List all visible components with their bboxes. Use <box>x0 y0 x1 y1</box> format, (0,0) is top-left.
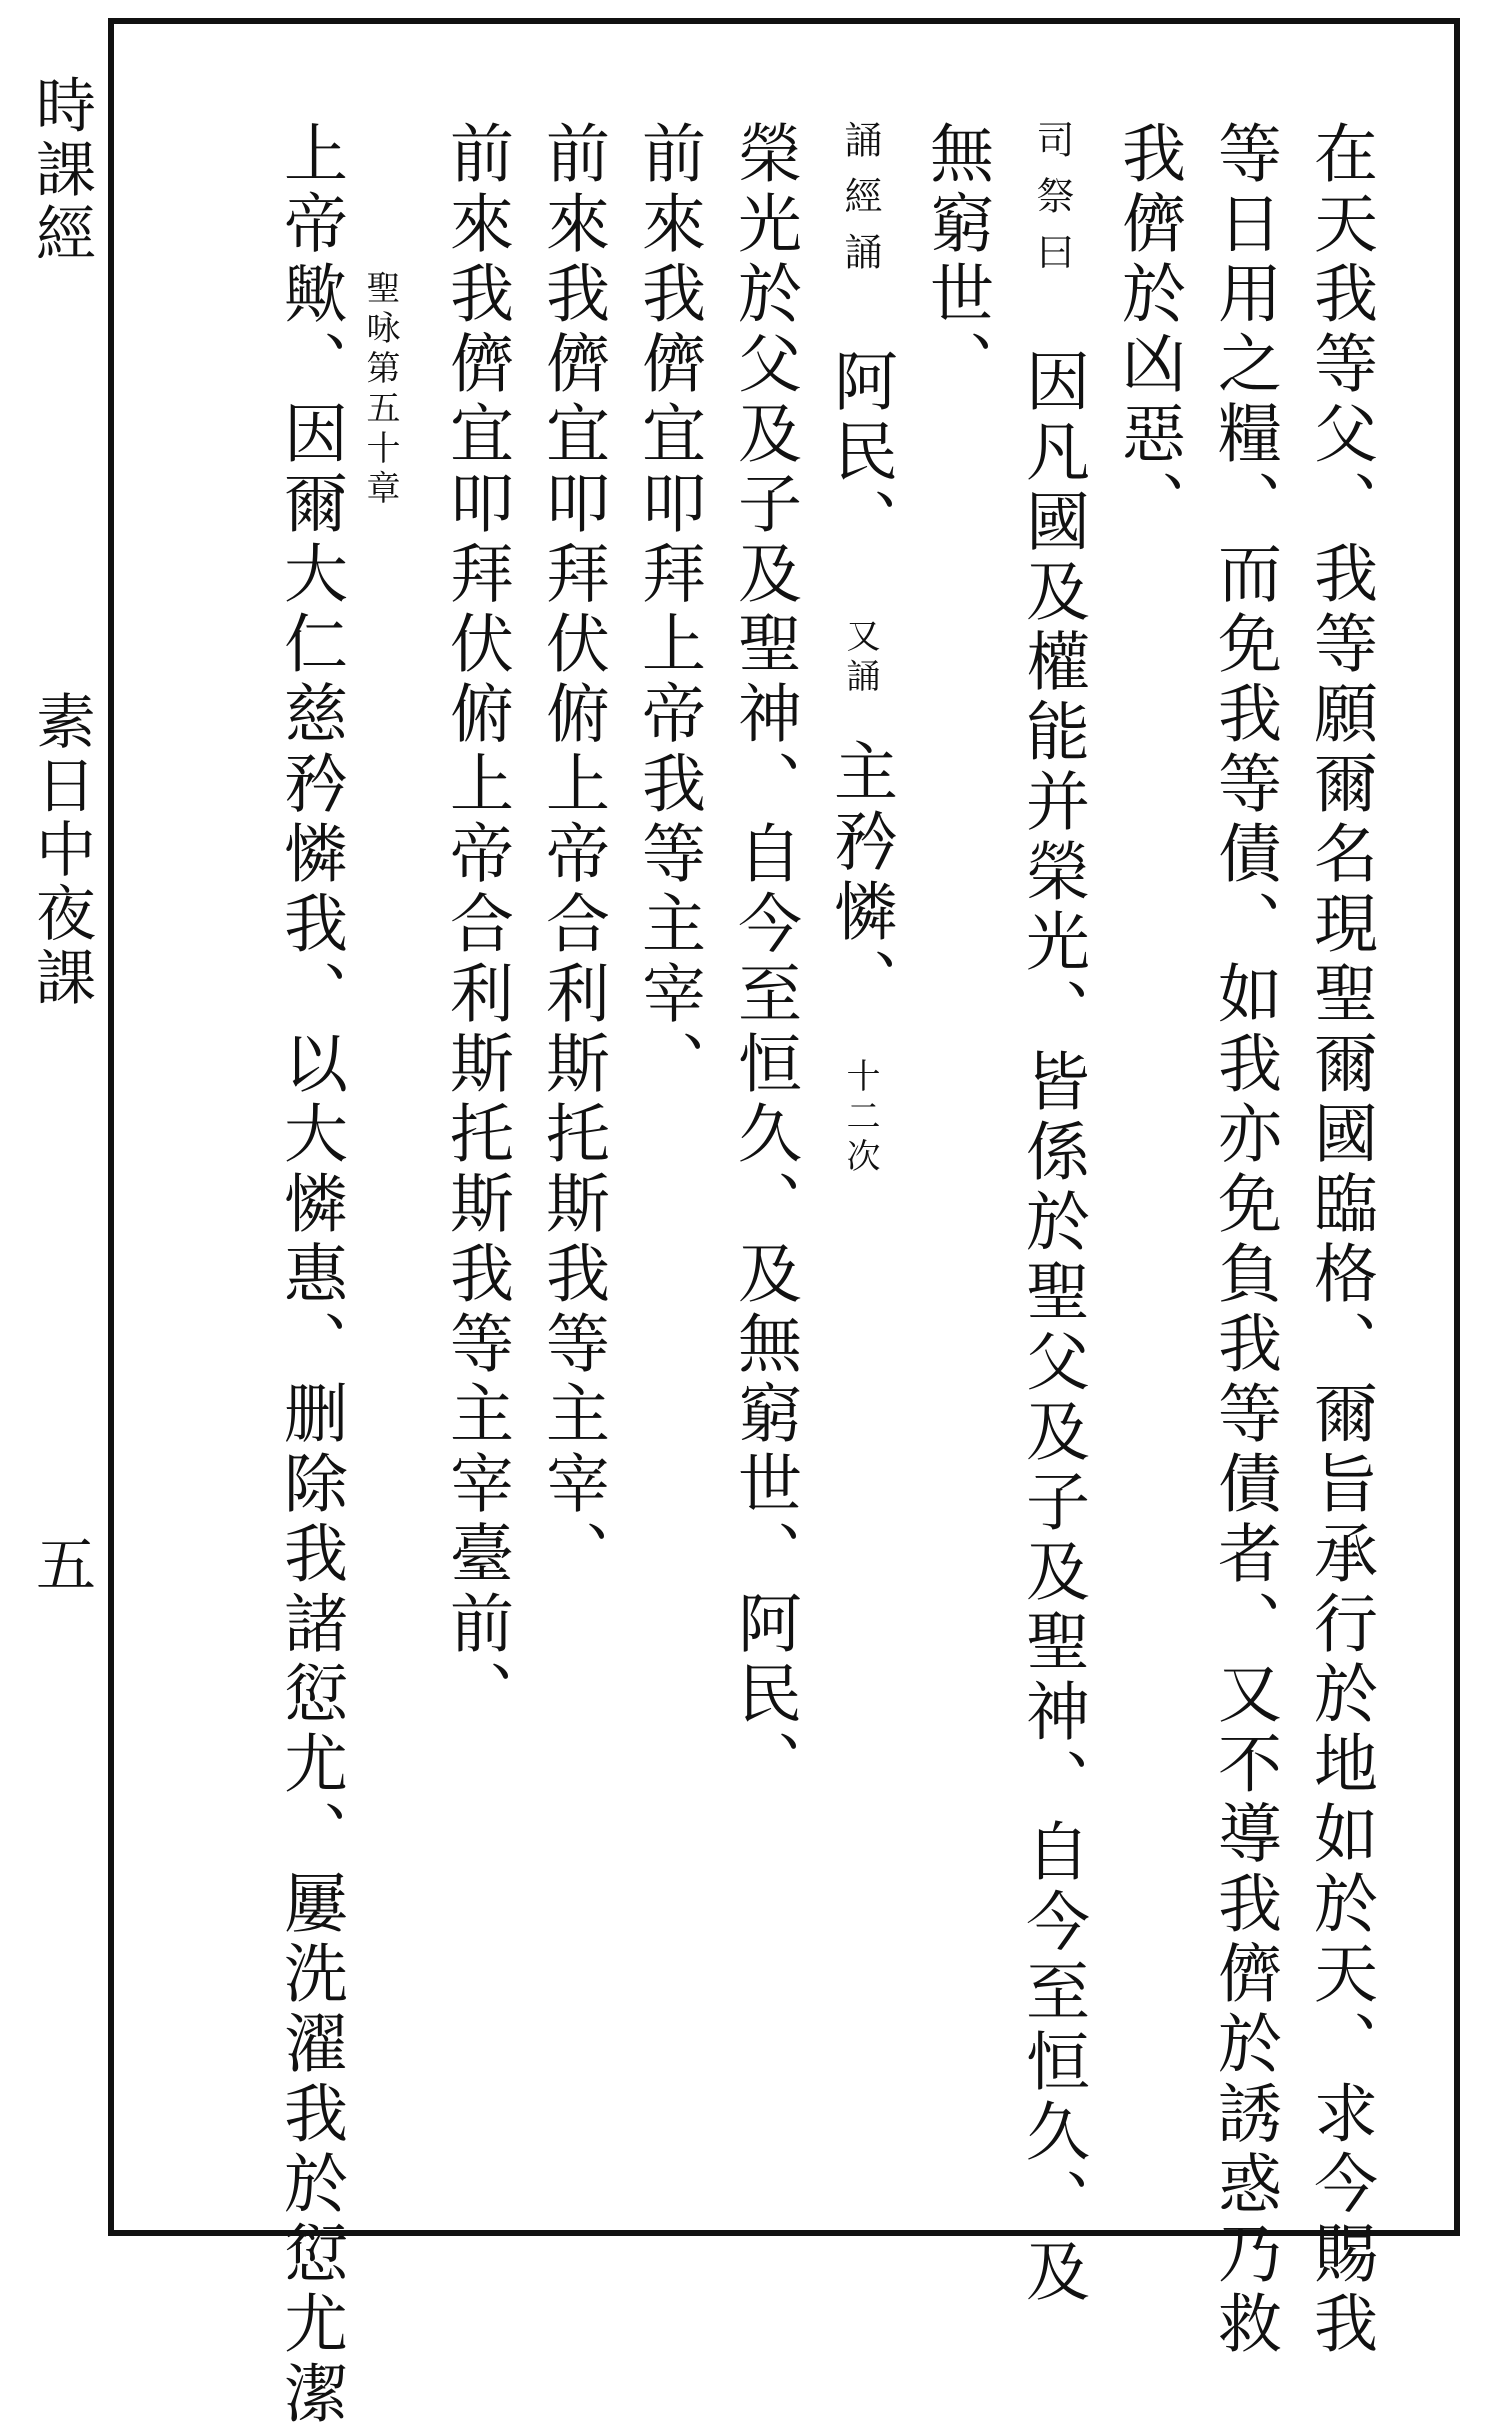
psalm-heading-column <box>358 120 428 2190</box>
text-column-9: 前來我儕宜叩拜伏俯上帝合利斯托斯我等主宰、 <box>535 120 609 1590</box>
text-column-10: 前來我儕宜叩拜伏俯上帝合利斯托斯我等主宰臺前、 <box>439 120 513 1730</box>
text-column-3: 我儕於凶惡、 <box>1111 120 1185 540</box>
section-title: 素日中夜課 <box>26 690 96 1010</box>
rubric-again: 又誦 <box>840 618 880 698</box>
text-column-6-text2: 主矜憐、 <box>823 738 897 1018</box>
page-body <box>262 120 1388 2430</box>
text-column-6 <box>812 120 908 2190</box>
speaker-label-priest: 司祭曰 <box>1030 120 1074 288</box>
text-column-2: 等日用之糧、而免我等債、如我亦免負我等債者、又不導我儕於誘惑乃救 <box>1207 120 1281 2360</box>
text-column-12: 上帝歟、因爾大仁慈矜憐我、以大憐惠、删除我諸愆尤、屢洗濯我於愆尤潔 <box>273 120 347 2430</box>
speaker-label-reader: 誦經誦 <box>838 120 882 288</box>
book-title: 時課經 <box>26 74 96 266</box>
text-column-4 <box>1004 120 1100 2308</box>
psalm-heading: 聖咏第五十章 <box>360 270 400 510</box>
text-column-4-text: 因凡國及權能并榮光、皆係於聖父及子及聖神、自今至恒久、及 <box>1015 348 1089 2308</box>
text-column-7: 榮光於父及子及聖神、自今至恒久、及無窮世、阿民、 <box>727 120 801 1800</box>
text-column-6-text: 阿民、 <box>823 348 897 558</box>
text-column-8: 前來我儕宜叩拜上帝我等主宰、 <box>631 120 705 1100</box>
text-column-5: 無窮世、 <box>919 120 993 400</box>
text-column-1: 在天我等父、我等願爾名現聖爾國臨格、爾旨承行於地如於天、求今賜我 <box>1303 120 1377 2360</box>
page-number: 五 <box>26 1533 96 1597</box>
rubric-twelve-times: 十二次 <box>840 1058 880 1178</box>
